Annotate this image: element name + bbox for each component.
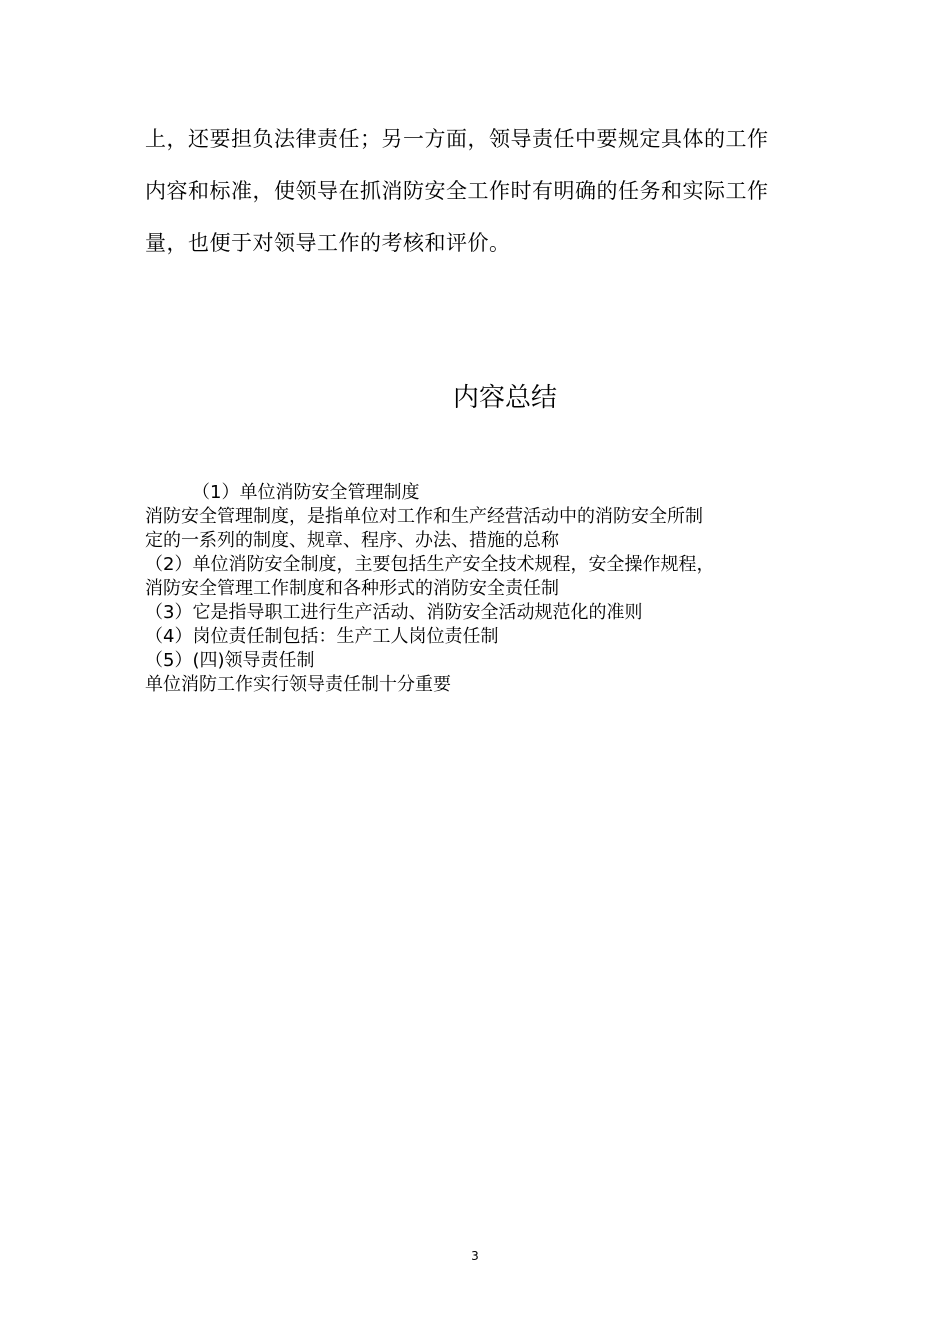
body-line: 量，也便于对领导工作的考核和评价。 xyxy=(145,231,511,255)
summary-line: 消防安全管理制度，是指单位对工作和生产经营活动中的消防安全所制 xyxy=(145,506,703,527)
summary-line: （5）(四)领导责任制 xyxy=(145,650,315,671)
page-number: 3 xyxy=(471,1249,479,1263)
body-line: 内容和标准，使领导在抓消防安全工作时有明确的任务和实际工作 xyxy=(145,179,769,203)
summary-title: 内容总结 xyxy=(452,383,557,413)
summary-line: 定的一系列的制度、规章、程序、办法、措施的总称 xyxy=(145,530,559,551)
summary-list xyxy=(145,481,815,697)
summary-line: 消防安全管理工作制度和各种形式的消防安全责任制 xyxy=(145,578,559,599)
summary-line: （1）单位消防安全管理制度 xyxy=(192,482,420,503)
summary-line: （4）岗位责任制包括：生产工人岗位责任制 xyxy=(145,626,499,647)
summary-line: （2）单位消防安全制度，主要包括生产安全技术规程，安全操作规程， xyxy=(145,554,715,575)
summary-line: 单位消防工作实行领导责任制十分重要 xyxy=(145,674,451,695)
summary-line: （3）它是指导职工进行生产活动、消防安全活动规范化的准则 xyxy=(145,602,643,623)
body-paragraph xyxy=(145,113,805,269)
body-line: 上，还要担负法律责任；另一方面，领导责任中要规定具体的工作 xyxy=(145,127,769,151)
